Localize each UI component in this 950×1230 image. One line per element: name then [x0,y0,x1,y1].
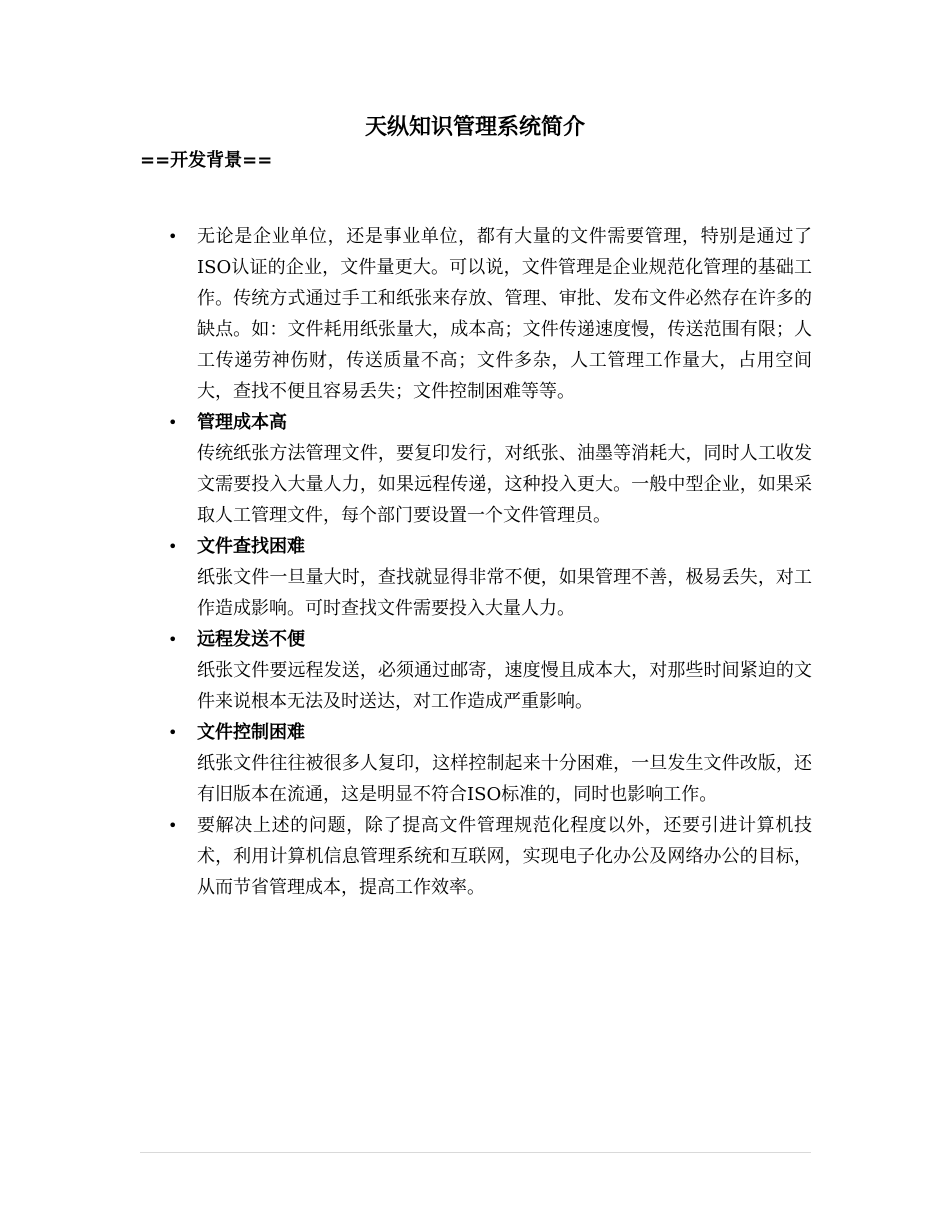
bullet-icon: • [168,413,178,432]
background-list [140,221,812,903]
bullet-icon: • [168,537,178,556]
bullet-icon: • [168,227,178,246]
list-item-body: 纸张文件往往被很多人复印，这样控制起来十分困难，一旦发生文件改版，还有旧版本在流通，这是明显不符合ISO标准的，同时也影响工作。 [197,753,812,805]
list-item-body: 无论是企业单位，还是事业单位，都有大量的文件需要管理，特别是通过了ISO认证的企业，文件量更大。可以说，文件管理是企业规范化管理的基础工作。传统方式通过手工和纸张来存放、管理、审批、发布文件必然存在许多的缺点。如：文件耗用纸张量大，成本高；文件传递速度慢，传送范围有限；人工传递劳神伤财，传送质量不高；文件多杂，人工管理工作量大，占用空间大，查找不便且容易丢失；文件控制困难等等。 [197,226,812,402]
list-item [140,221,812,407]
bullet-icon: • [168,816,178,835]
list-item [140,407,812,531]
list-item [140,624,812,717]
list-item-title: 管理成本高 [197,412,287,433]
footer-divider [140,1152,811,1153]
list-item [140,717,812,810]
list-item-body: 纸张文件一旦量大时，查找就显得非常不便，如果管理不善，极易丢失，对工作造成影响。可时查找文件需要投入大量人力。 [197,567,812,619]
list-item-title: 远程发送不便 [197,629,305,650]
list-item-title: 文件控制困难 [197,722,305,743]
list-item-body: 传统纸张方法管理文件，要复印发行，对纸张、油墨等消耗大，同时人工收发文需要投入大量人力，如果远程传递，这种投入更大。一般中型企业，如果采取人工管理文件，每个部门要设置一个文件管理员。 [197,443,812,526]
list-item-body: 纸张文件要远程发送，必须通过邮寄，速度慢且成本大，对那些时间紧迫的文件来说根本无法及时送达，对工作造成严重影响。 [197,660,812,712]
document-title: 天纵知识管理系统简介 [364,115,585,140]
list-item-title: 文件查找困难 [197,536,305,557]
bullet-icon: • [168,630,178,649]
list-item [140,531,812,624]
list-item [140,810,812,903]
list-item-body: 要解决上述的问题，除了提高文件管理规范化程度以外，还要引进计算机技术，利用计算机信息管理系统和互联网，实现电子化办公及网络办公的目标，从而节省管理成本，提高工作效率。 [197,815,812,898]
section-heading: ==开发背景== [140,150,273,171]
bullet-icon: • [168,723,178,742]
